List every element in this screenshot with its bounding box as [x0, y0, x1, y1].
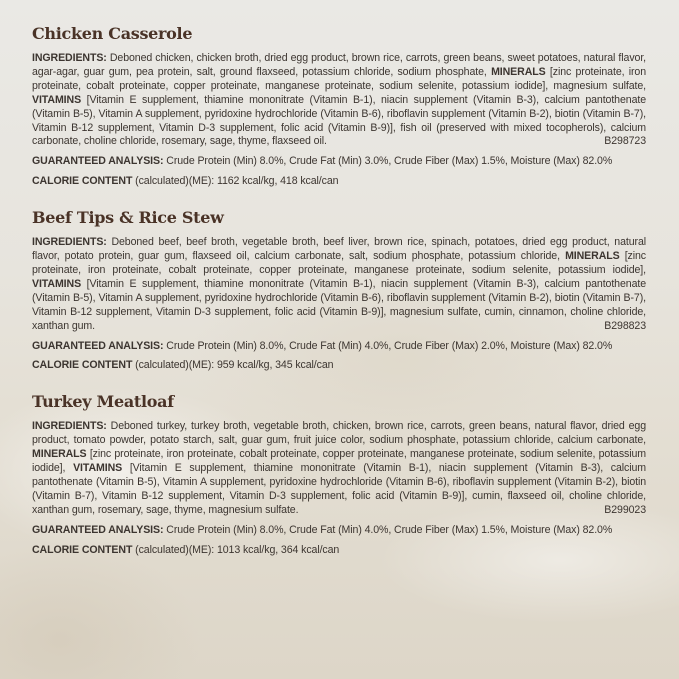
vitamins-label: VITAMINS [32, 277, 82, 290]
calorie-text: (calculated)(ME): 959 kcal/kg, 345 kcal/can [135, 359, 334, 372]
batch-code: B299023 [604, 503, 646, 516]
vitamins-text: [Vitamin E supplement, thiamine mononitrate (Vitamin B-1), niacin supplement (Vitamin B-3), calcium pantothenate (Vitamin B-5), Vitamin A supplement, pyridoxine hydrochloride (Vitamin B-6), riboflavin supplement (Vitamin B-2), biotin (Vitamin B-7), Vitamin B-12 supplement, Vitamin D-3 supplement, folic acid (Vitamin B-9)], magnesium sulfate, cumin, cinnamon, choline chloride, xanthan gum. [32, 277, 646, 332]
vitamins-label: VITAMINS [73, 462, 123, 475]
recipe-chicken-casserole [32, 24, 646, 189]
recipe-title: Chicken Casserole [32, 24, 193, 43]
recipe-turkey-meatloaf [32, 392, 646, 557]
calorie-label: CALORIE CONTENT [32, 175, 133, 188]
analysis-text: Crude Protein (Min) 8.0%, Crude Fat (Min) 3.0%, Crude Fiber (Max) 1.5%, Moisture (Max) 82.0% [166, 155, 613, 168]
analysis-label: GUARANTEED ANALYSIS: [32, 523, 164, 536]
calorie-content [32, 544, 646, 558]
minerals-text: [zinc proteinate, iron proteinate, cobalt proteinate, copper proteinate, manganese proteinate, sodium selenite, potassium iodide], magnesium sulfate, [32, 65, 647, 92]
minerals-label: MINERALS [491, 65, 546, 78]
calorie-label: CALORIE CONTENT [32, 543, 133, 556]
minerals-label: MINERALS [32, 448, 87, 461]
ingredients-label: INGREDIENTS: [32, 52, 107, 64]
guaranteed-analysis [32, 524, 646, 538]
calorie-label: CALORIE CONTENT [32, 359, 133, 372]
ingredients-text: Deboned chicken, chicken broth, dried egg product, brown rice, carrots, green beans, sweet potatoes, natural flavor, agar-agar, guar gum, pea protein, salt, ground flaxseed, potassium chloride, sodium phosphate, [32, 52, 646, 78]
ingredient-panel [32, 24, 646, 576]
vitamins-text: [Vitamin E supplement, thiamine mononitrate (Vitamin B-1), niacin supplement (Vitamin B-3), calcium pantothenate (Vitamin B-5), Vitamin A supplement, pyridoxine hydrochloride (Vitamin B-6), riboflavin supplement (Vitamin B-2), biotin (Vitamin B-7), Vitamin B-12 supplement, Vitamin D-3 supplement, folic acid (Vitamin B-9)], cumin, flaxseed oil, choline chloride, xanthan gum, rosemary, sage, thyme, magnesium sulfate. [32, 462, 647, 516]
ingredients-paragraph [32, 52, 646, 149]
minerals-text: [zinc proteinate, iron proteinate, cobalt proteinate, copper proteinate, manganese proteinate, sodium selenite, potassium iodide], [32, 448, 647, 475]
guaranteed-analysis [32, 155, 646, 169]
analysis-text: Crude Protein (Min) 8.0%, Crude Fat (Min) 4.0%, Crude Fiber (Max) 2.0%, Moisture (Max) 82.0% [166, 339, 613, 352]
recipe-title: Beef Tips & Rice Stew [32, 208, 224, 228]
analysis-text: Crude Protein (Min) 8.0%, Crude Fat (Min) 4.0%, Crude Fiber (Max) 1.5%, Moisture (Max) 82.0% [166, 523, 613, 536]
ingredients-paragraph [32, 236, 646, 333]
calorie-text: (calculated)(ME): 1013 kcal/kg, 364 kcal/can [135, 543, 340, 556]
minerals-text: [zinc proteinate, iron proteinate, cobalt proteinate, copper proteinate, manganese proteinate, sodium selenite, potassium iodide], [32, 250, 647, 276]
guaranteed-analysis [32, 340, 646, 354]
vitamins-text: [Vitamin E supplement, thiamine mononitrate (Vitamin B-1), niacin supplement (Vitamin B-3), calcium pantothenate (Vitamin B-5), Vitamin A supplement, pyridoxine hydrochloride (Vitamin B-6), riboflavin supplement (Vitamin B-2), biotin (Vitamin B-7), Vitamin B-12 supplement, Vitamin D-3 supplement, folic acid (Vitamin B-9)], fish oil (preserved with mixed tocopherols), calcium carbonate, choline chloride, rosemary, sage, thyme, flaxseed oil. [32, 93, 646, 148]
recipe-beef-tips-rice-stew [32, 208, 646, 373]
ingredients-label: INGREDIENTS: [32, 420, 107, 433]
analysis-label: GUARANTEED ANALYSIS: [32, 339, 164, 352]
calorie-content [32, 359, 646, 373]
ingredients-paragraph [32, 420, 646, 517]
analysis-label: GUARANTEED ANALYSIS: [32, 155, 164, 168]
batch-code: B298723 [604, 135, 646, 148]
ingredients-label: INGREDIENTS: [32, 236, 107, 249]
vitamins-label: VITAMINS [32, 93, 82, 106]
batch-code: B298823 [604, 319, 646, 332]
ingredients-text: Deboned turkey, turkey broth, vegetable broth, chicken, brown rice, carrots, green beans, natural flavor, dried egg product, tomato powder, potato starch, salt, guar gum, fruit juice color, sodium phosphate, potassium chloride, calcium carbonate, [32, 420, 646, 447]
calorie-content [32, 175, 646, 189]
calorie-text: (calculated)(ME): 1162 kcal/kg, 418 kcal/can [135, 175, 339, 188]
minerals-label: MINERALS [565, 250, 620, 263]
recipe-title: Turkey Meatloaf [32, 392, 174, 412]
ingredients-text: Deboned beef, beef broth, vegetable broth, beef liver, brown rice, spinach, potatoes, dried egg product, natural flavor, potato protein, guar gum, flaxseed oil, calcium carbonate, salt, sodium phosphate, potassium chloride, [32, 236, 647, 263]
